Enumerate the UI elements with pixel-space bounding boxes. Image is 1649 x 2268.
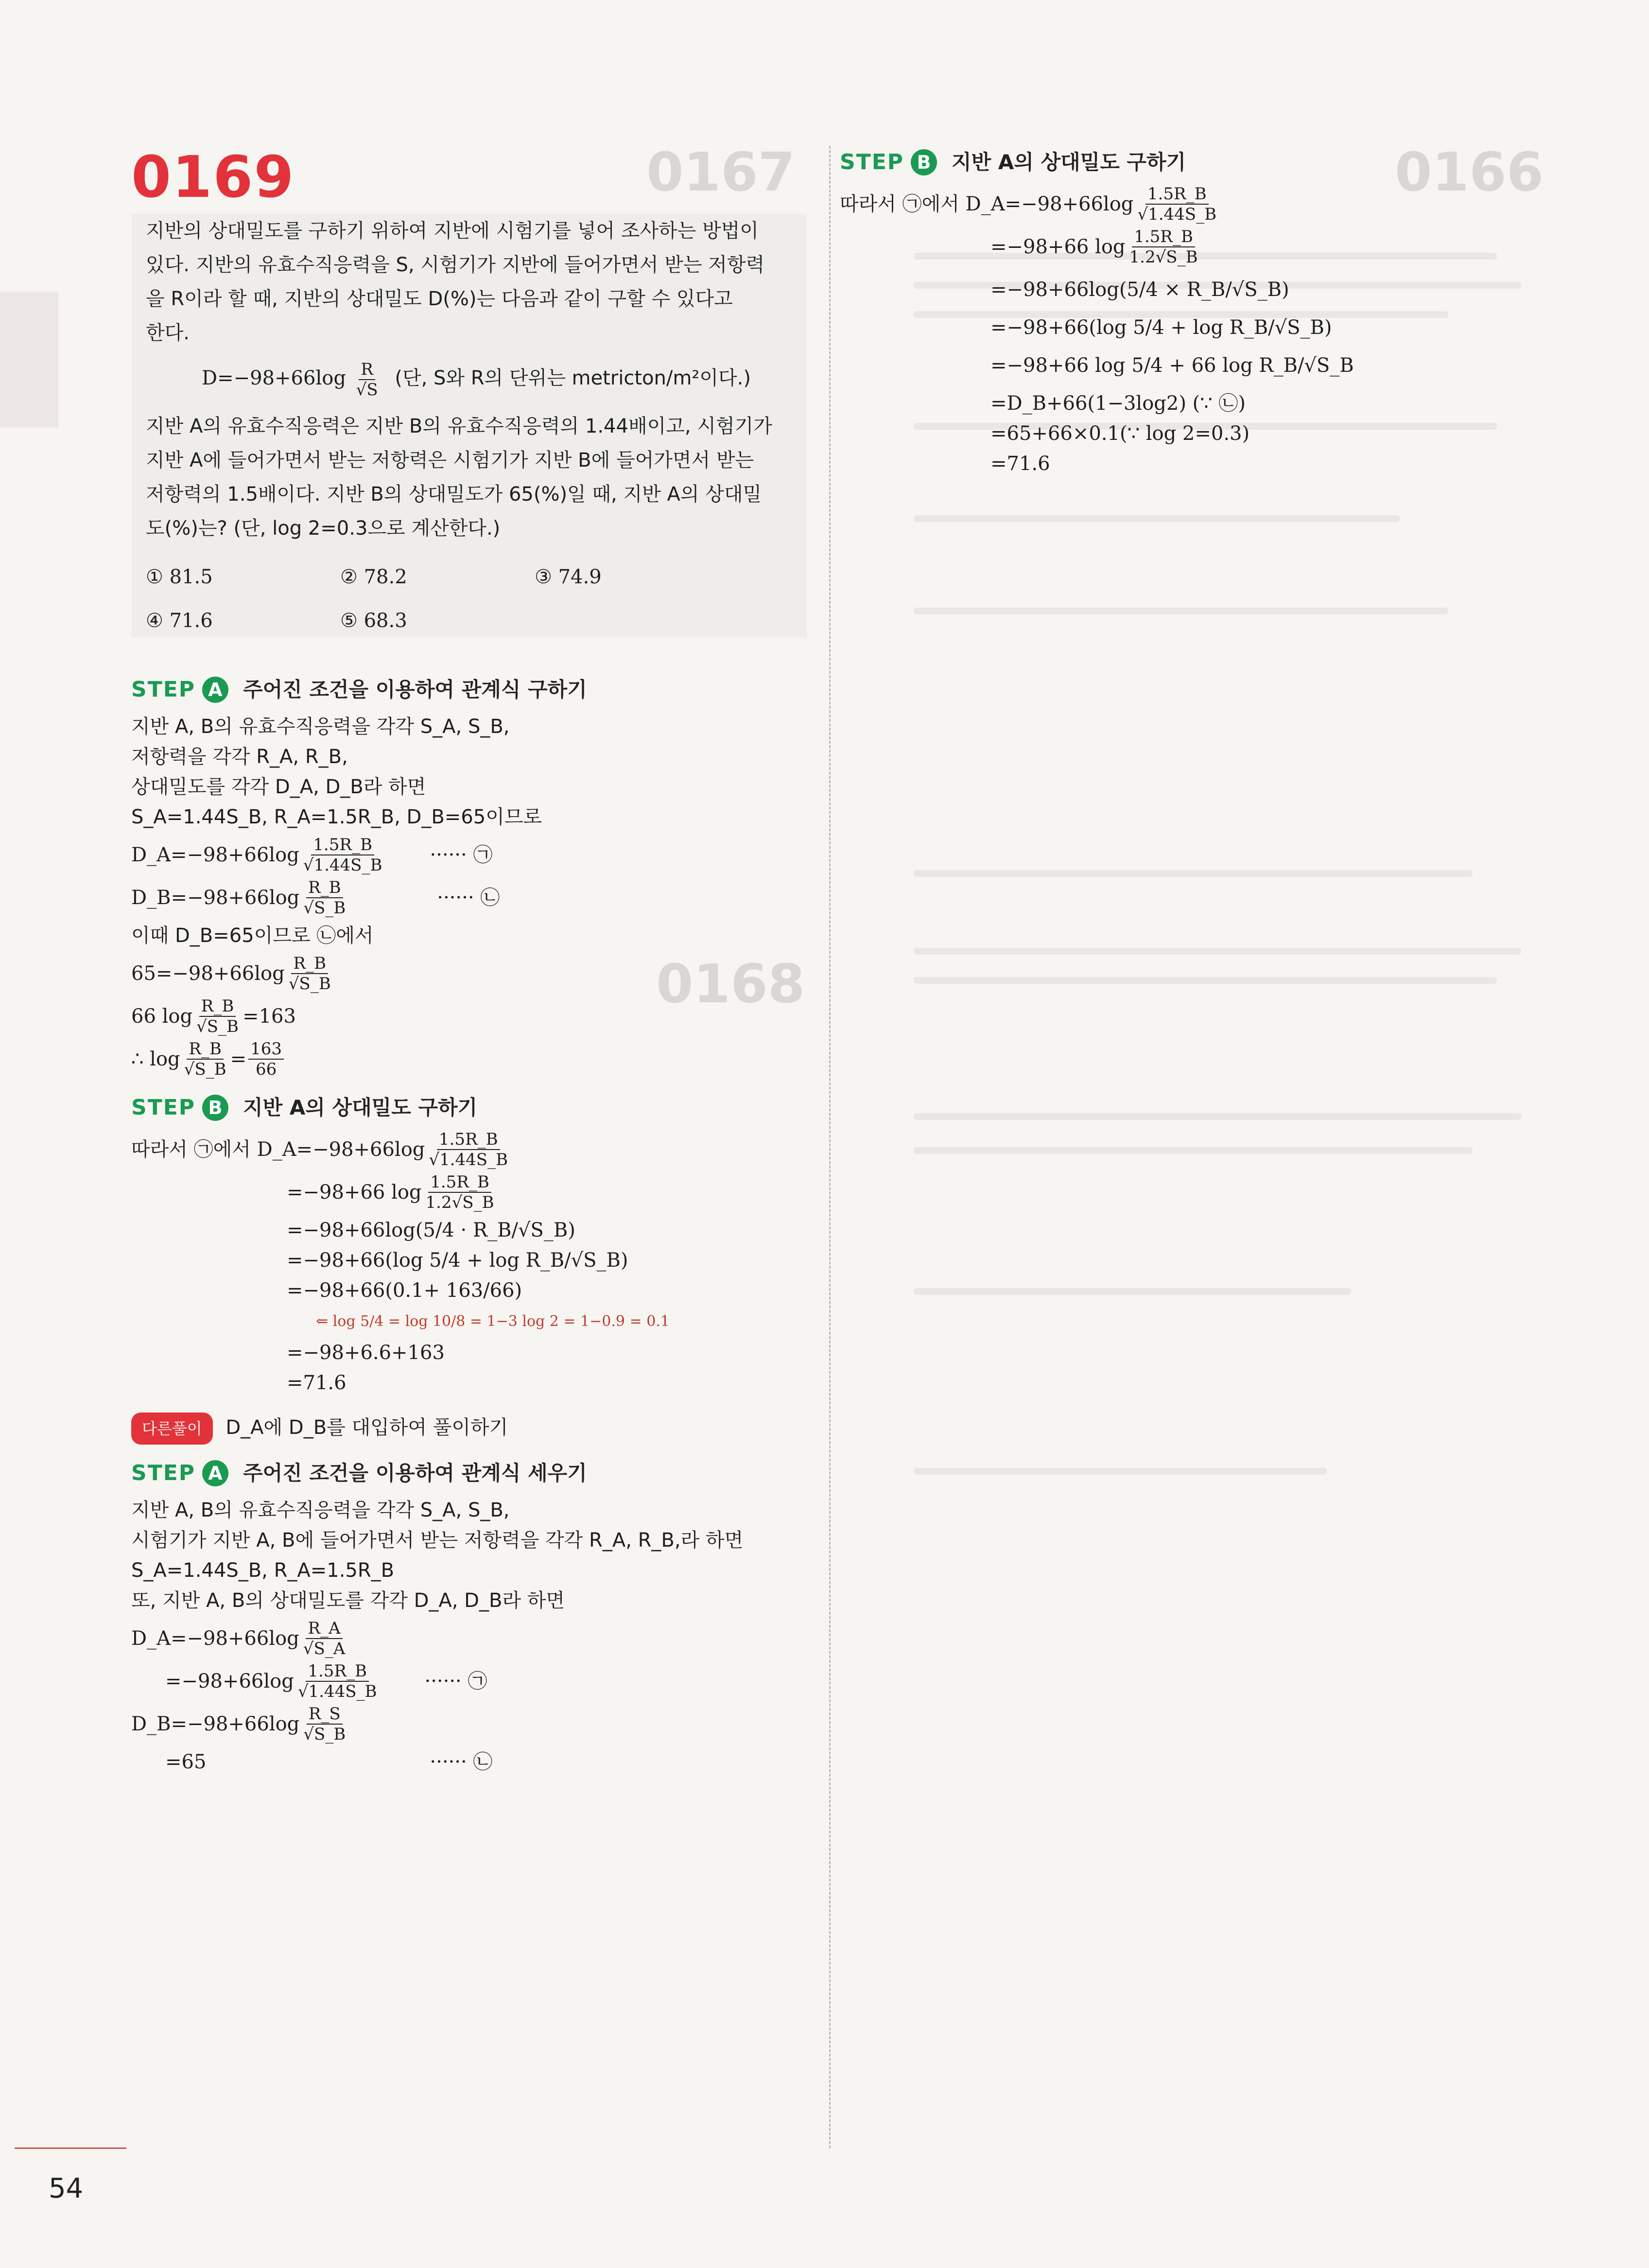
alt-equation-a2: =−98+66log $\frac{1.5R\_B}{√1.44S\_B}$ ······ ㉠ [165, 1661, 487, 1701]
choice-3: ③ 74.9 [535, 566, 602, 588]
equation-b-6: =−98+6.6+163 [287, 1342, 445, 1364]
alt-b-5: =−98+66 log 5/4 + 66 log R_B/√S_B [990, 354, 1354, 377]
alt-step-b-header: STEP B 지반 A의 상대밀도 구하기 [840, 150, 1186, 174]
fraction: $\frac{1.5R\_B}{√1.44S\_B}$ [303, 835, 382, 875]
bleed-through-line [914, 1468, 1327, 1475]
problem-line: 을 R이라 할 때, 지반의 상대밀도 D(%)는 다음과 같이 구할 수 있다고 [146, 288, 733, 310]
bleed-through-line [914, 870, 1473, 877]
solution-line: 상대밀도를 각각 D_A, D_B라 하면 [131, 776, 426, 798]
choice-2: ② 78.2 [340, 566, 407, 588]
fraction: $\frac{R\_B}{√S\_B}$ [196, 996, 239, 1036]
equation-b-intro: 따라서 ㉠에서 D_A=−98+66log $\frac{1.5R\_B}{√1.44S\_B}$ [131, 1130, 802, 1169]
alt-equation-a: D_A=−98+66log $\frac{R\_A}{√S\_A}$ [131, 1619, 802, 1658]
alt-b-8: =71.6 [990, 453, 1050, 475]
bleed-through-number: 0166 [1395, 141, 1544, 203]
fraction: $\frac{R\_S}{√S\_B}$ [303, 1704, 346, 1744]
bleed-through-line [914, 1147, 1473, 1154]
alt-step-b-badge: B [911, 149, 937, 175]
solution-line: S_A=1.44S_B, R_A=1.5R_B [131, 1559, 395, 1582]
equation-2: D_B=−98+66log $\frac{R\_B}{√S\_B}$ ······ ㉡ [131, 878, 500, 918]
answer-choices [146, 560, 807, 638]
equation-b-3: =−98+66log(5/4 · R_B/√S_B) [287, 1219, 575, 1241]
solution-left [131, 661, 802, 1780]
problem-line: 한다. [146, 322, 190, 344]
problem-line: 지반의 상대밀도를 구하기 위하여 지반에 시험기를 넣어 조사하는 방법이 [146, 220, 759, 242]
equation-b-7: =71.6 [287, 1372, 347, 1394]
problem-line: 저항력의 1.5배이다. 지반 B의 상대밀도가 65(%)일 때, 지반 A의 상대밀 [146, 483, 762, 506]
alt-b-4: =−98+66(log 5/4 + log R_B/√S_B) [990, 316, 1332, 339]
alt-b-2: =−98+66 log $\frac{1.5R\_B}{1.2√S\_B}$ [840, 227, 1617, 267]
problem-line: 지반 A에 들어가면서 받는 저항력은 시험기가 지반 B에 들어가면서 받는 [146, 449, 754, 471]
equation-b-4: =−98+66(log 5/4 + log R_B/√S_B) [287, 1249, 628, 1272]
fraction: $\frac{1.5R\_B}{√1.44S\_B}$ [1137, 184, 1217, 224]
fraction: $\frac{R\_B}{√S\_B}$ [184, 1039, 226, 1079]
solution-line: 저항력을 각각 R_A, R_B, [131, 746, 348, 768]
solution-line: 이때 D_B=65이므로 ㉡에서 [131, 925, 374, 947]
problem-line: 지반 A의 유효수직응력은 지반 B의 유효수직응력의 1.44배이고, 시험기가 [146, 415, 772, 437]
solution-line: 또, 지반 A, B의 상대밀도를 각각 D_A, D_B라 하면 [131, 1589, 565, 1612]
alt-equation-b: D_B=−98+66log $\frac{R\_S}{√S\_B}$ [131, 1704, 802, 1744]
page-number-rule [15, 2147, 126, 2149]
alt-badge: 다른풀이 [131, 1413, 213, 1445]
bleed-through-number: 0168 [656, 953, 805, 1015]
fraction: $\frac{R}{√S}$ [356, 360, 378, 400]
alt-step-a-badge: A [202, 1460, 228, 1486]
bleed-through-line [914, 977, 1497, 984]
problem-statement [131, 214, 807, 638]
problem-line: 있다. 지반의 유효수직응력을 S, 시험기가 지반에 들어가면서 받는 저항력 [146, 254, 765, 276]
solution-line: S_A=1.44S_B, R_A=1.5R_B, D_B=65이므로 [131, 806, 542, 828]
alt-b-3: =−98+66log(5/4 × R_B/√S_B) [990, 279, 1289, 301]
side-tab [0, 292, 58, 428]
bleed-through-line [914, 1288, 1351, 1295]
step-b-badge: B [202, 1095, 228, 1121]
fraction: $\frac{1.5R\_B}{1.2√S\_B}$ [425, 1172, 494, 1212]
equation-4: 66 log $\frac{R\_B}{√S\_B}$ =163 [131, 996, 296, 1036]
fraction: $\frac{163}{66}$ [248, 1039, 284, 1079]
bleed-through-number: 0167 [646, 141, 796, 203]
alt-step-a-header: STEP A 주어진 조건을 이용하여 관계식 세우기 [131, 1461, 587, 1485]
fraction: $\frac{R\_B}{√S\_B}$ [303, 878, 346, 918]
choice-4: ④ 71.6 [146, 610, 213, 632]
solution-right [840, 134, 1617, 479]
step-a-header: STEP A 주어진 조건을 이용하여 관계식 구하기 [131, 677, 587, 702]
equation-b-5: =−98+66(0.1+ 163/66) [287, 1279, 522, 1302]
step-a-badge: A [202, 677, 228, 703]
bleed-through-line [914, 515, 1400, 522]
equation-3: 65=−98+66log $\frac{R\_B}{√S\_B}$ [131, 954, 802, 994]
fraction: $\frac{1.5R\_B}{√1.44S\_B}$ [429, 1130, 508, 1169]
hint-note: ⇐ log 5/4 = log 10/8 = 1−3 log 2 = 1−0.9 = 0.1 [316, 1313, 670, 1330]
bleed-through-line [914, 948, 1521, 955]
equation-b-2: =−98+66 log $\frac{1.5R\_B}{1.2√S\_B}$ [131, 1172, 802, 1212]
equation-5: ∴ log $\frac{R\_B}{√S\_B}$ = $\frac{163}{66}$ [131, 1039, 802, 1079]
problem-formula: D=−98+66log $\frac{R}{√S}$ (단, S와 R의 단위는 metricton/m²이다.) [202, 360, 751, 400]
problem-number: 0169 [131, 143, 295, 210]
page-number: 54 [49, 2173, 84, 2204]
column-divider [829, 146, 831, 2148]
problem-line: 도(%)는? (단, log 2=0.3으로 계산한다.) [146, 517, 501, 540]
alt-b-intro: 따라서 ㉠에서 D_A=−98+66log $\frac{1.5R\_B}{√1.44S\_B}$ [840, 184, 1617, 224]
fraction: $\frac{1.5R\_B}{1.2√S\_B}$ [1129, 227, 1198, 267]
alt-equation-b2: =65 ······ ㉡ [165, 1751, 493, 1773]
alt-header: 다른풀이 D_A에 D_B를 대입하여 풀이하기 [131, 1413, 802, 1445]
solution-line: 지반 A, B의 유효수직응력을 각각 S_A, S_B, [131, 1499, 510, 1521]
fraction: $\frac{R\_B}{√S\_B}$ [288, 954, 331, 994]
fraction: $\frac{R\_A}{√S\_A}$ [303, 1619, 346, 1658]
equation-1: D_A=−98+66log $\frac{1.5R\_B}{√1.44S\_B}$ ······ ㉠ [131, 835, 493, 875]
fraction: $\frac{1.5R\_B}{√1.44S\_B}$ [297, 1661, 377, 1701]
choice-1: ① 81.5 [146, 566, 213, 588]
solution-line: 시험기가 지반 A, B에 들어가면서 받는 저항력을 각각 R_A, R_B,라 하면 [131, 1529, 744, 1552]
alt-b-6: =D_B+66(1−3log2) (∵ ㉡) [990, 392, 1246, 415]
alt-b-7: =65+66×0.1(∵ log 2=0.3) [990, 422, 1250, 445]
choice-5: ⑤ 68.3 [340, 610, 407, 632]
bleed-through-line [914, 608, 1448, 614]
solution-line: 지반 A, B의 유효수직응력을 각각 S_A, S_B, [131, 715, 510, 738]
step-b-header: STEP B 지반 A의 상대밀도 구하기 [131, 1095, 478, 1120]
bleed-through-line [914, 1113, 1521, 1120]
